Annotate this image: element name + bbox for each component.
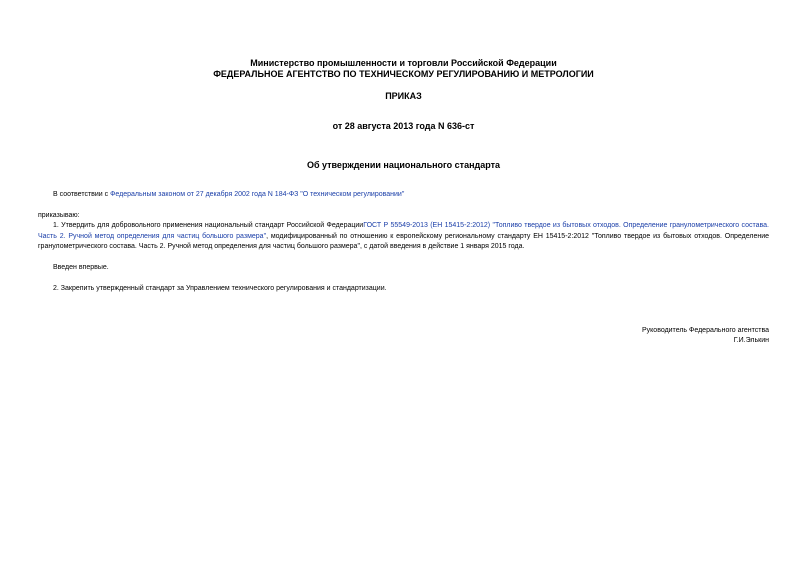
document-subject: Об утверждении национального стандарта (306, 160, 501, 170)
item-1-text: 1. Утвердить для добровольного применения национальный стандарт Российской Федерации (53, 222, 364, 229)
item-2-paragraph: 2. Закрепить утвержденный стандарт за Управлением технического регулирования и стандартизации. (53, 285, 387, 292)
item-1-paragraph (38, 221, 769, 253)
federal-law-link[interactable]: Федеральным законом от 27 декабря 2002 года N 184-ФЗ "О техническом регулировании" (110, 191, 405, 198)
agency-title: ФЕДЕРАЛЬНОЕ АГЕНТСТВО ПО ТЕХНИЧЕСКОМУ РЕГУЛИРОВАНИЮ И МЕТРОЛОГИИ (213, 69, 594, 79)
gost-standard-link[interactable]: ГОСТ Р 55549-2013 (ЕН 15415-2:2012) "Топливо твердое из бытовых отходов. Определение гранулометрического состава. Часть 2. Ручной метод определения для частиц большого размера" (38, 222, 769, 240)
document-date-number: от 28 августа 2013 года N 636-ст (332, 121, 475, 131)
signature-position: Руководитель Федерального агентства (641, 327, 769, 334)
preamble-text: В соответствии с (53, 191, 111, 198)
ministry-title: Министерство промышленности и торговли Российской Федерации (250, 58, 557, 68)
preamble-paragraph (38, 190, 769, 201)
document-type: ПРИКАЗ (385, 91, 422, 101)
signature-name: Г.И.Элькин (733, 337, 769, 344)
introduced-note: Введен впервые. (53, 264, 109, 271)
order-word: приказываю: (38, 212, 80, 219)
item-1-suffix: , модифицированный по отношению к европейскому региональному стандарту ЕН 15415-2:2012 "Топливо твердое из бытовых отходов. Определение гранулометрического состава. Часть 2. Ручной метод определения для частиц большого размера", с датой введения в действие 1 января 2015 года. (38, 232, 770, 250)
